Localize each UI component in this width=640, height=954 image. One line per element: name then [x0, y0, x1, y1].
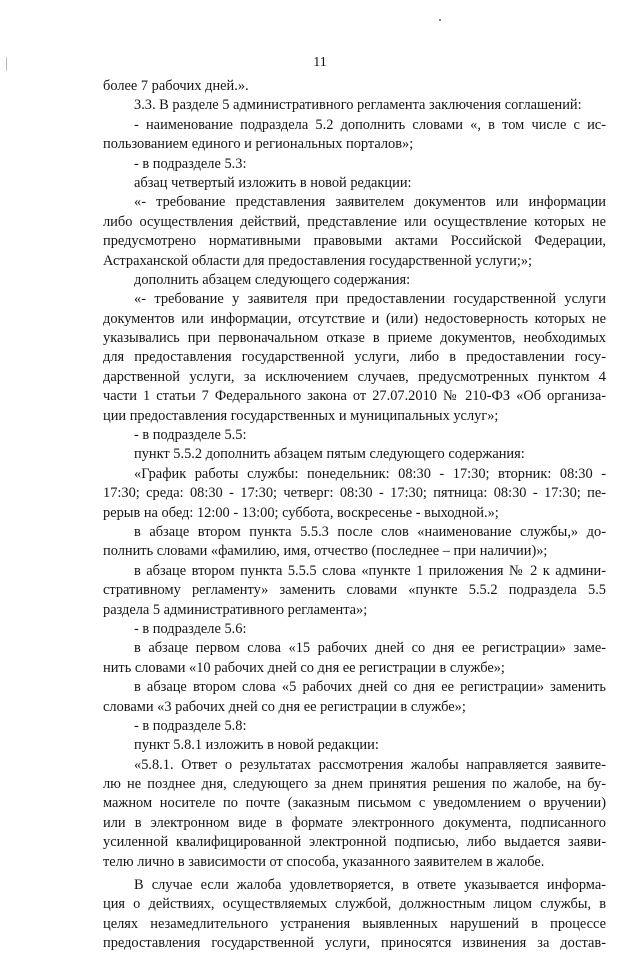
text-line: более 7 рабочих дней.».: [103, 78, 249, 94]
text-line: или в электронном виде в формате электронного документа, подписанного: [103, 814, 606, 831]
text-line: ции предоставления государственных и муниципальных услуг»;: [103, 407, 499, 424]
text-line: пункт 5.8.1 изложить в новой редакции:: [134, 737, 379, 754]
text-line: рерыв на обед: 12:00 - 13:00; суббота, воскресенье - выходной.»;: [103, 504, 499, 521]
text-line: в абзаце втором пункта 5.5.5 слова «пункте 1 приложения № 2 к админи-: [134, 562, 606, 579]
text-line: указывались при первоначальном отказе в приеме документов, необходимых: [103, 330, 606, 347]
text-line: усиленной квалифицированной электронной подписью, либо выдается заяви-: [103, 834, 606, 851]
text-line: «- требование у заявителя при предоставлении государственной услуги: [134, 291, 606, 308]
text-line: дарственной услуги, за исключением случаев, предусмотренных пунктом 4: [103, 368, 606, 385]
text-line: документов или информации, отсутствие и (или) недостоверность которых не: [103, 310, 606, 327]
text-line: пользованием единого и региональных порталов»;: [103, 136, 414, 153]
text-line: в абзаце втором слова «5 рабочих дней со дня ее регистрации» заменить: [134, 679, 606, 696]
text-line: - в подразделе 5.3:: [134, 155, 247, 172]
text-line: 17:30; среда: 08:30 - 17:30; четверг: 08:30 - 17:30; пятница: 08:30 - 17:30; пе-: [103, 485, 606, 502]
text-line: целях незамедлительного устранения выявленных нарушений в процессе: [103, 915, 606, 932]
text-line: В случае если жалоба удовлетворяется, в ответе указывается информа-: [134, 877, 606, 894]
text-line: - наименование подраздела 5.2 дополнить словами «, в том числе с ис-: [134, 116, 606, 133]
text-line: - в подразделе 5.5:: [134, 427, 247, 444]
text-line: дополнить абзацем следующего содержания:: [134, 271, 411, 288]
text-line: ция о действиях, осуществляемых службой, должностным лицом службы, в: [103, 896, 606, 913]
scan-speck: [439, 19, 441, 21]
text-line: полнить словами «фамилию, имя, отчество (последнее – при наличии)»;: [103, 543, 548, 560]
text-line: либо осуществления действий, представление или осуществление которых не: [103, 213, 606, 230]
text-line: Астраханской области для предоставления государственной услуги;»;: [103, 252, 533, 269]
text-line: в абзаце втором пункта 5.5.3 после слов «наименование службы,» до-: [134, 523, 606, 540]
document-body: [103, 77, 606, 954]
text-line: абзац четвертый изложить в новой редакции:: [134, 174, 412, 191]
text-line: раздела 5 административного регламента»;: [103, 601, 368, 618]
text-line: предусмотрено нормативными правовыми актами Российской Федерации,: [103, 233, 606, 250]
text-line: в абзаце первом слова «15 рабочих дней со дня ее регистрации» заме-: [134, 640, 606, 657]
text-line: части 1 статьи 7 Федерального закона от 27.07.2010 № 210-ФЗ «Об организа-: [103, 388, 606, 405]
text-line: словами «3 рабочих дней со дня ее регистрации в службе»;: [103, 698, 466, 715]
text-line: пункт 5.5.2 дополнить абзацем пятым следующего содержания:: [134, 446, 525, 463]
page-number: 11: [313, 55, 327, 70]
text-line: для предоставления государственной услуги, либо в предоставлении госу-: [103, 349, 606, 366]
text-line: 3.3. В разделе 5 административного регламента заключения соглашений:: [134, 97, 582, 114]
text-line: «График работы службы: понедельник: 08:30 - 17:30; вторник: 08:30 -: [134, 465, 606, 482]
text-line: телю лично в зависимости от способа, указанного заявителем в жалобе.: [103, 853, 545, 870]
text-line: - в подразделе 5.8:: [134, 717, 247, 734]
text-line: «5.8.1. Ответ о результатах рассмотрения жалобы направляется заявите-: [134, 756, 606, 773]
text-line: предоставления государственной услуги, приносятся извинения за достав-: [103, 935, 606, 952]
text-line: - в подразделе 5.6:: [134, 620, 247, 637]
text-line: мажном носителе по почте (заказным письмом с уведомлением о вручении): [103, 795, 606, 812]
text-line: «- требование представления заявителем документов или информации: [134, 194, 606, 211]
text-line: нить словами «10 рабочих дней со дня ее регистрации в службе»;: [103, 659, 505, 676]
text-line: лю не позднее дня, следующего за днем принятия решения по жалобе, на бу-: [103, 776, 606, 793]
text-line: стративному регламенту» заменить словами «пункте 5.5.2 подраздела 5.5: [103, 582, 606, 599]
